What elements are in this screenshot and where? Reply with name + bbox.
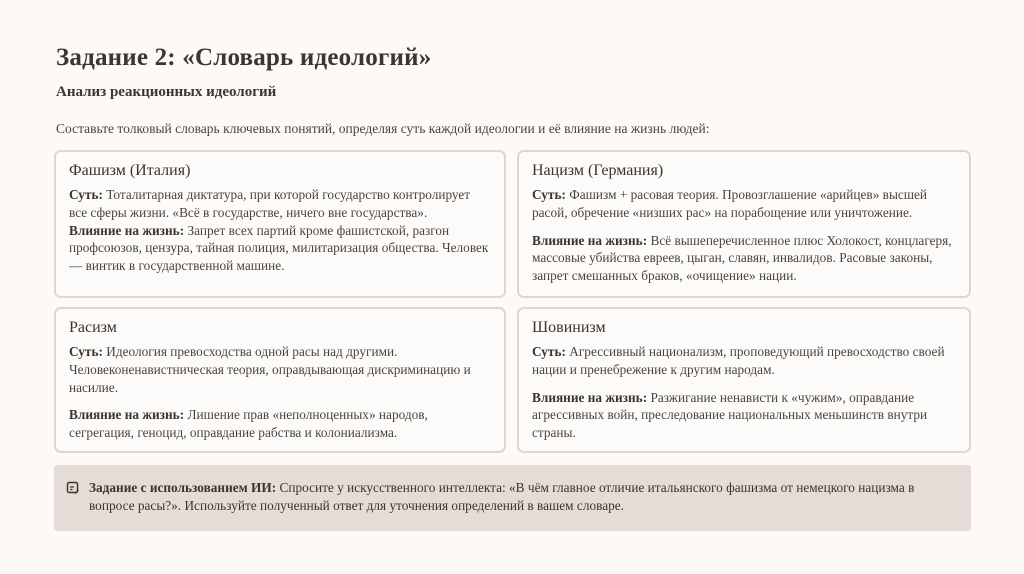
- impact-label: Влияние на жизнь:: [69, 407, 185, 423]
- impact-text: Разжигание ненависти к «чужим», оправдание агрессивных войн, преследование национальных меньшинств внутри страны.: [532, 389, 928, 441]
- essence-text: Фашизм + расовая теория. Провозглашение «арийцев» высшей расой, обречение «низших рас» на порабощение или уничтожение.: [532, 187, 928, 220]
- essence-text: Идеология превосходства одной расы над другими. Человеконенавистническая теория, оправдывающая дискриминацию и насилие.: [69, 344, 471, 395]
- card-title: Фашизм (Италия): [69, 162, 191, 179]
- essence-label: Суть:: [69, 344, 103, 359]
- card-impact: [69, 222, 491, 275]
- intro-text: Составьте толковый словарь ключевых понятий, определяя суть каждой идеологии и её влияние на жизнь людей:: [56, 121, 710, 136]
- card-impact: [69, 406, 491, 442]
- card-title: Нацизм (Германия): [532, 162, 664, 179]
- task-label: Задание с использованием ИИ:: [89, 480, 277, 495]
- card-nazism: [517, 150, 971, 298]
- note-icon: [66, 481, 80, 495]
- task-body: Спросите у искусственного интеллекта: «В чём главное отличие итальянского фашизма от немецкого нацизма в вопросе расы?». Используйте полученный ответ для уточнения определений в вашем словаре.: [89, 480, 915, 513]
- impact-label: Влияние на жизнь:: [532, 232, 648, 248]
- card-essence: [69, 186, 491, 222]
- essence-label: Суть:: [69, 187, 103, 202]
- card-fascism: [54, 150, 506, 298]
- card-impact: [532, 389, 956, 442]
- card-essence: [532, 343, 956, 379]
- essence-label: Суть:: [532, 344, 566, 359]
- card-title: Шовинизм: [532, 319, 606, 336]
- essence-label: Суть:: [532, 187, 566, 202]
- page-subtitle: Анализ реакционных идеологий: [56, 84, 277, 100]
- task-text: [89, 479, 951, 515]
- impact-label: Влияние на жизнь:: [532, 389, 648, 405]
- essence-text: Тоталитарная диктатура, при которой государство контролирует все сферы жизни. «Всё в государстве, ничего вне государства».: [69, 187, 471, 220]
- impact-label: Влияние на жизнь:: [69, 222, 185, 238]
- impact-text: Запрет всех партий кроме фашистской, разгон профсоюзов, цензура, тайная полиция, милитаризация общества. Человек — винтик в государственной машине.: [69, 222, 489, 274]
- page-title: Задание 2: «Словарь идеологий»: [56, 44, 432, 71]
- impact-text: Лишение прав «неполноценных» народов, сегрегация, геноцид, оправдание рабства и колониализма.: [69, 407, 428, 441]
- card-essence: [532, 186, 956, 222]
- impact-text: Всё вышеперечисленное плюс Холокост, концлагеря, массовые убийства евреев, цыган, славян, инвалидов. Расовые законы, запрет смешанных браков, «очищение» нации.: [532, 232, 952, 284]
- ai-task-box: [54, 465, 971, 531]
- card-title: Расизм: [69, 319, 117, 336]
- card-impact: [532, 232, 956, 285]
- card-essence: [69, 343, 491, 396]
- card-chauvinism: [517, 307, 971, 453]
- essence-text: Агрессивный национализм, проповедующий превосходство своей нации и пренебрежение к другим народам.: [532, 344, 945, 377]
- card-racism: [54, 307, 506, 453]
